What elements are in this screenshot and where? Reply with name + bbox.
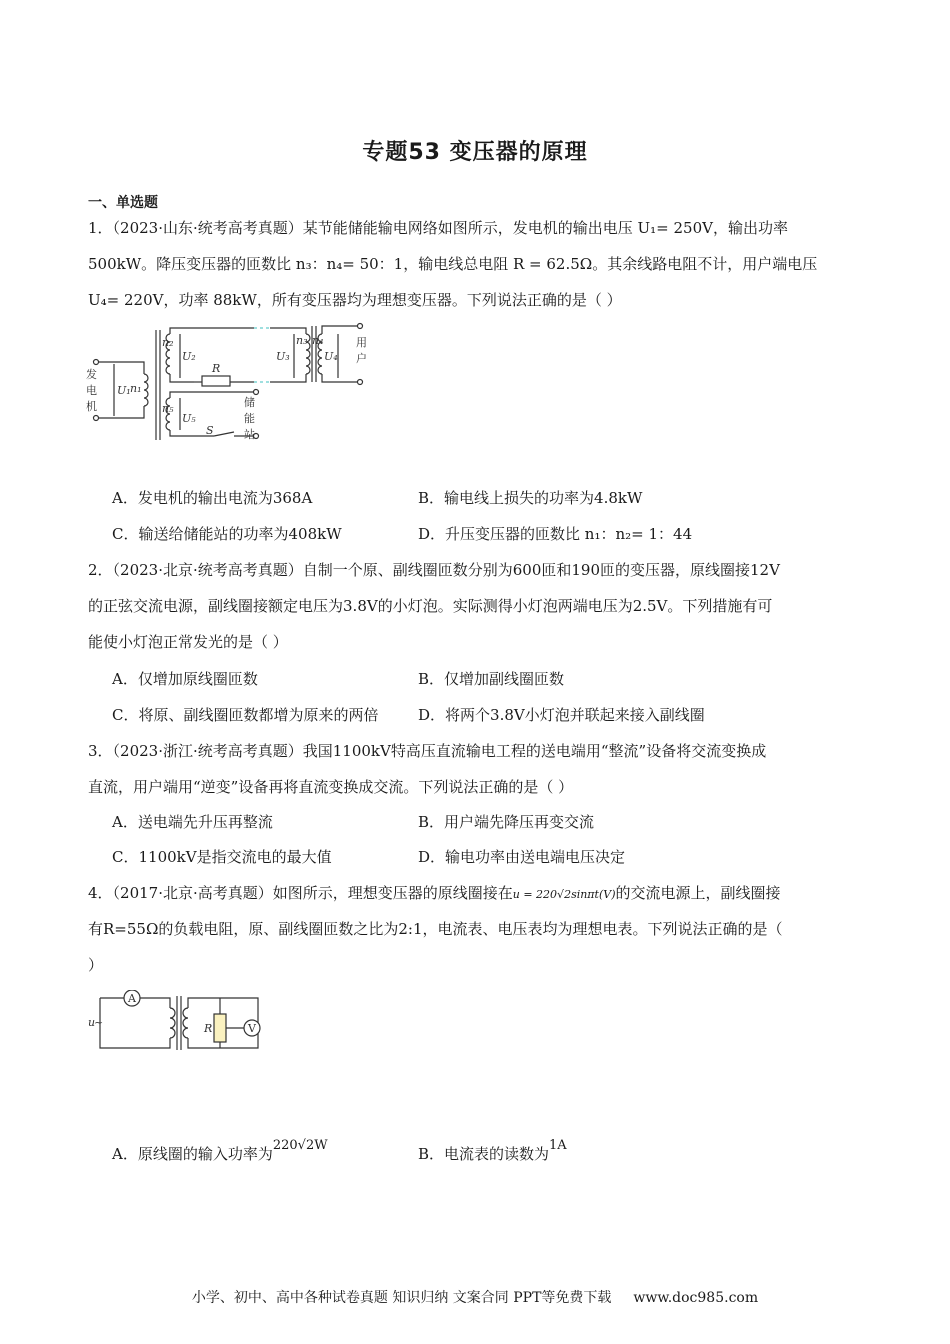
fig1-n4: n₄ (312, 334, 324, 347)
page-footer (0, 1287, 950, 1307)
q4-line-1a: 4．（2017·北京·高考真题）如图所示，理想变压器的原线圈接在 (88, 884, 513, 902)
fig4-u: u (88, 1016, 96, 1029)
fig1-gen-2: 电 (86, 384, 97, 397)
q4-circuit-figure (86, 990, 266, 1056)
fig1-n5: n₅ (162, 402, 174, 415)
q1-line-2: 500kW。降压变压器的匝数比 n₃：n₄= 50：1，输电线总电阻 R = 62.5Ω。其余线路电阻不计，用户端电压 (88, 255, 818, 273)
footer-text: 小学、初中、高中各种试卷真题 知识归纳 文案合同 PPT等免费下载 (191, 1290, 612, 1306)
q2-line-2: 的正弦交流电源，副线圈接额定电压为3.8V的小灯泡。实际测得小灯泡两端电压为2.5V。下列措施有可 (88, 597, 773, 615)
q1-line-3: U₄= 220V，功率 88kW，所有变压器均为理想变压器。下列说法正确的是（ ） (88, 291, 622, 309)
section-heading: 一、单选题 (88, 195, 158, 211)
q4-option-a-value: 220√2W (272, 1138, 328, 1153)
fig4-tilde: ~ (94, 1016, 104, 1029)
q1-option-c[interactable]: C．输送给储能站的功率为408kW (112, 525, 342, 543)
footer-url[interactable]: www.doc985.com (633, 1290, 759, 1306)
q2-option-d[interactable]: D．将两个3.8V小灯泡并联起来接入副线圈 (418, 706, 705, 724)
fig4-R: R (204, 1022, 213, 1035)
fig1-station-2: 能 (244, 412, 255, 425)
q3-option-d[interactable]: D．输电功率由送电端电压决定 (418, 848, 626, 866)
q4-line-3: ） (88, 956, 104, 974)
q3-option-c[interactable]: C．1100kV是指交流电的最大值 (112, 848, 332, 866)
q1-line-1: 1．（2023·山东·统考高考真题）某节能储能输电网络如图所示，发电机的输出电压 U₁= 250V，输出功率 (88, 219, 788, 237)
fig1-U5: U₅ (182, 412, 196, 425)
fig1-gen-1: 发 (86, 368, 97, 381)
q2-option-b[interactable]: B．仅增加副线圈匝数 (418, 670, 565, 688)
fig1-S: S (206, 424, 214, 437)
q3-line-2: 直流，用户端用“逆变”设备再将直流变换成交流。下列说法正确的是（ ） (88, 778, 574, 796)
q3-line-1: 3．（2023·浙江·统考高考真题）我国1100kV特高压直流输电工程的送电端用“整流”设备将交流变换成 (88, 742, 767, 760)
fig1-station-1: 储 (244, 396, 255, 409)
q1-option-d[interactable]: D．升压变压器的匝数比 n₁：n₂= 1：44 (418, 525, 693, 543)
fig1-U3: U₃ (276, 350, 290, 363)
fig4-voltmeter-label: V (248, 1022, 256, 1035)
q4-line-1b: 的交流电源上，副线圈接 (615, 884, 781, 902)
fig4-ammeter-label: A (128, 992, 136, 1005)
fig1-R: R (212, 362, 221, 375)
q4-option-a-text: A．原线圈的输入功率为 (112, 1145, 273, 1163)
q4-option-b-text: B．电流表的读数为 (418, 1145, 550, 1163)
q1-option-b[interactable]: B．输电线上损失的功率为4.8kW (418, 489, 643, 507)
fig1-user-2: 户 (356, 352, 367, 365)
q4-line-1 (88, 883, 868, 905)
q4-equation: u = 220√2sinπt(V) (512, 888, 616, 901)
q4-option-b[interactable] (418, 1136, 567, 1164)
fig1-n2: n₂ (162, 336, 174, 349)
q4-line-2: 有R=55Ω的负载电阻，原、副线圈匝数之比为2:1，电流表、电压表均为理想电表。下列说法正确的是（ (88, 920, 783, 938)
fig1-U1: U₁ (117, 384, 131, 397)
q2-option-c[interactable]: C．将原、副线圈匝数都增为原来的两倍 (112, 706, 379, 724)
q4-option-b-value: 1A (549, 1138, 567, 1153)
q1-circuit-figure (84, 320, 384, 450)
fig1-gen-3: 机 (86, 400, 97, 413)
q3-option-b[interactable]: B．用户端先降压再变交流 (418, 813, 595, 831)
q2-option-a[interactable]: A．仅增加原线圈匝数 (112, 670, 258, 688)
fig1-station-3: 站 (244, 428, 255, 441)
page-title: 专题53 变压器的原理 (362, 140, 588, 165)
fig1-user-1: 用 (356, 336, 367, 349)
fig1-n3: n₃ (296, 334, 308, 347)
q4-option-a[interactable] (112, 1136, 328, 1164)
q1-option-a[interactable]: A．发电机的输出电流为368A (112, 489, 313, 507)
fig1-n1: n₁ (130, 382, 142, 395)
q3-option-a[interactable]: A．送电端先升压再整流 (112, 813, 273, 831)
fig1-U2: U₂ (182, 350, 196, 363)
q2-line-3: 能使小灯泡正常发光的是（ ） (88, 633, 288, 651)
fig1-U4: U₄ (324, 350, 338, 363)
q2-line-1: 2．（2023·北京·统考高考真题）自制一个原、副线圈匝数分别为600匝和190匝的变压器，原线圈接12V (88, 561, 780, 579)
